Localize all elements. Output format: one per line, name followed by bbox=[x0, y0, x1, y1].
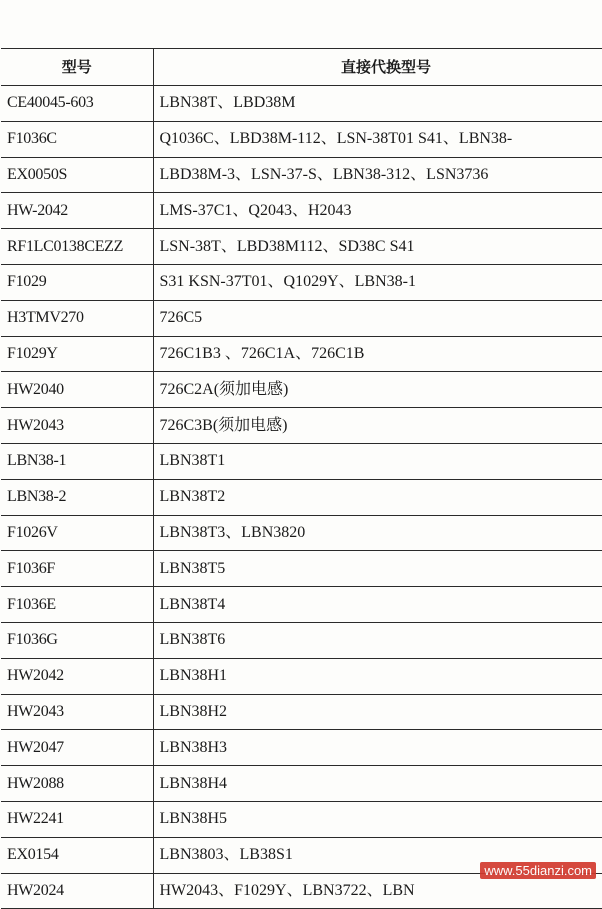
replacement-table bbox=[1, 48, 602, 909]
table-row bbox=[1, 336, 602, 372]
table-row bbox=[1, 801, 602, 837]
table-row bbox=[1, 86, 602, 122]
model-cell: HW2024 bbox=[1, 873, 153, 909]
table-row bbox=[1, 157, 602, 193]
replacement-cell: LBN38T2 bbox=[153, 479, 602, 515]
model-cell: HW2241 bbox=[1, 801, 153, 837]
model-cell: F1036C bbox=[1, 121, 153, 157]
table-row bbox=[1, 622, 602, 658]
replacement-cell: 726C3B(须加电感) bbox=[153, 408, 602, 444]
model-cell: EX0050S bbox=[1, 157, 153, 193]
table-row bbox=[1, 408, 602, 444]
model-cell: LBN38-2 bbox=[1, 479, 153, 515]
model-cell: HW2042 bbox=[1, 658, 153, 694]
model-cell: F1036F bbox=[1, 551, 153, 587]
model-cell: CE40045-603 bbox=[1, 86, 153, 122]
table-row bbox=[1, 694, 602, 730]
table-row bbox=[1, 658, 602, 694]
site-watermark: www.55dianzi.com bbox=[480, 862, 596, 879]
replacement-cell: LBD38M-3、LSN-37-S、LBN38-312、LSN3736 bbox=[153, 157, 602, 193]
model-cell: HW2043 bbox=[1, 694, 153, 730]
model-cell: RF1LC0138CEZZ bbox=[1, 229, 153, 265]
model-cell: F1036E bbox=[1, 587, 153, 623]
replacement-cell: LBN38H4 bbox=[153, 766, 602, 802]
table-row bbox=[1, 264, 602, 300]
model-cell: HW-2042 bbox=[1, 193, 153, 229]
replacement-cell: LBN38T、LBD38M bbox=[153, 86, 602, 122]
replacement-cell: LBN38T4 bbox=[153, 587, 602, 623]
replacement-cell: HW2043、F1029Y、LBN3722、LBN bbox=[153, 873, 602, 909]
replacement-cell: LBN3803、LB38S1 bbox=[153, 837, 602, 873]
model-cell: F1029 bbox=[1, 264, 153, 300]
model-cell: HW2047 bbox=[1, 730, 153, 766]
header-model: 型号 bbox=[1, 49, 153, 86]
replacement-cell: LBN38H1 bbox=[153, 658, 602, 694]
replacement-cell: Q1036C、LBD38M-112、LSN-38T01 S41、LBN38- bbox=[153, 121, 602, 157]
replacement-cell: S31 KSN-37T01、Q1029Y、LBN38-1 bbox=[153, 264, 602, 300]
table-body bbox=[1, 86, 602, 909]
header-row bbox=[1, 49, 602, 86]
replacement-cell: LBN38H2 bbox=[153, 694, 602, 730]
replacement-cell: LBN38T3、LBN3820 bbox=[153, 515, 602, 551]
table-row bbox=[1, 443, 602, 479]
table-row bbox=[1, 479, 602, 515]
table-row bbox=[1, 730, 602, 766]
replacement-cell: 726C1B3 、726C1A、726C1B bbox=[153, 336, 602, 372]
replacement-cell: LBN38T1 bbox=[153, 443, 602, 479]
model-cell: HW2040 bbox=[1, 372, 153, 408]
model-cell: F1036G bbox=[1, 622, 153, 658]
model-cell: F1026V bbox=[1, 515, 153, 551]
table-row bbox=[1, 372, 602, 408]
table-row bbox=[1, 300, 602, 336]
table-row bbox=[1, 229, 602, 265]
table-row bbox=[1, 193, 602, 229]
table-row bbox=[1, 551, 602, 587]
table-row bbox=[1, 766, 602, 802]
model-cell: H3TMV270 bbox=[1, 300, 153, 336]
model-cell: LBN38-1 bbox=[1, 443, 153, 479]
replacement-cell: LMS-37C1、Q2043、H2043 bbox=[153, 193, 602, 229]
table-row bbox=[1, 121, 602, 157]
replacement-cell: LBN38T6 bbox=[153, 622, 602, 658]
header-direct-replacement: 直接代换型号 bbox=[153, 49, 602, 86]
model-cell: EX0154 bbox=[1, 837, 153, 873]
replacement-cell: LSN-38T、LBD38M112、SD38C S41 bbox=[153, 229, 602, 265]
table-row bbox=[1, 587, 602, 623]
model-cell: HW2088 bbox=[1, 766, 153, 802]
replacement-cell: 726C2A(须加电感) bbox=[153, 372, 602, 408]
replacement-cell: 726C5 bbox=[153, 300, 602, 336]
replacement-cell: LBN38T5 bbox=[153, 551, 602, 587]
model-cell: F1029Y bbox=[1, 336, 153, 372]
replacement-cell: LBN38H3 bbox=[153, 730, 602, 766]
table-row bbox=[1, 515, 602, 551]
model-cell: HW2043 bbox=[1, 408, 153, 444]
replacement-cell: LBN38H5 bbox=[153, 801, 602, 837]
